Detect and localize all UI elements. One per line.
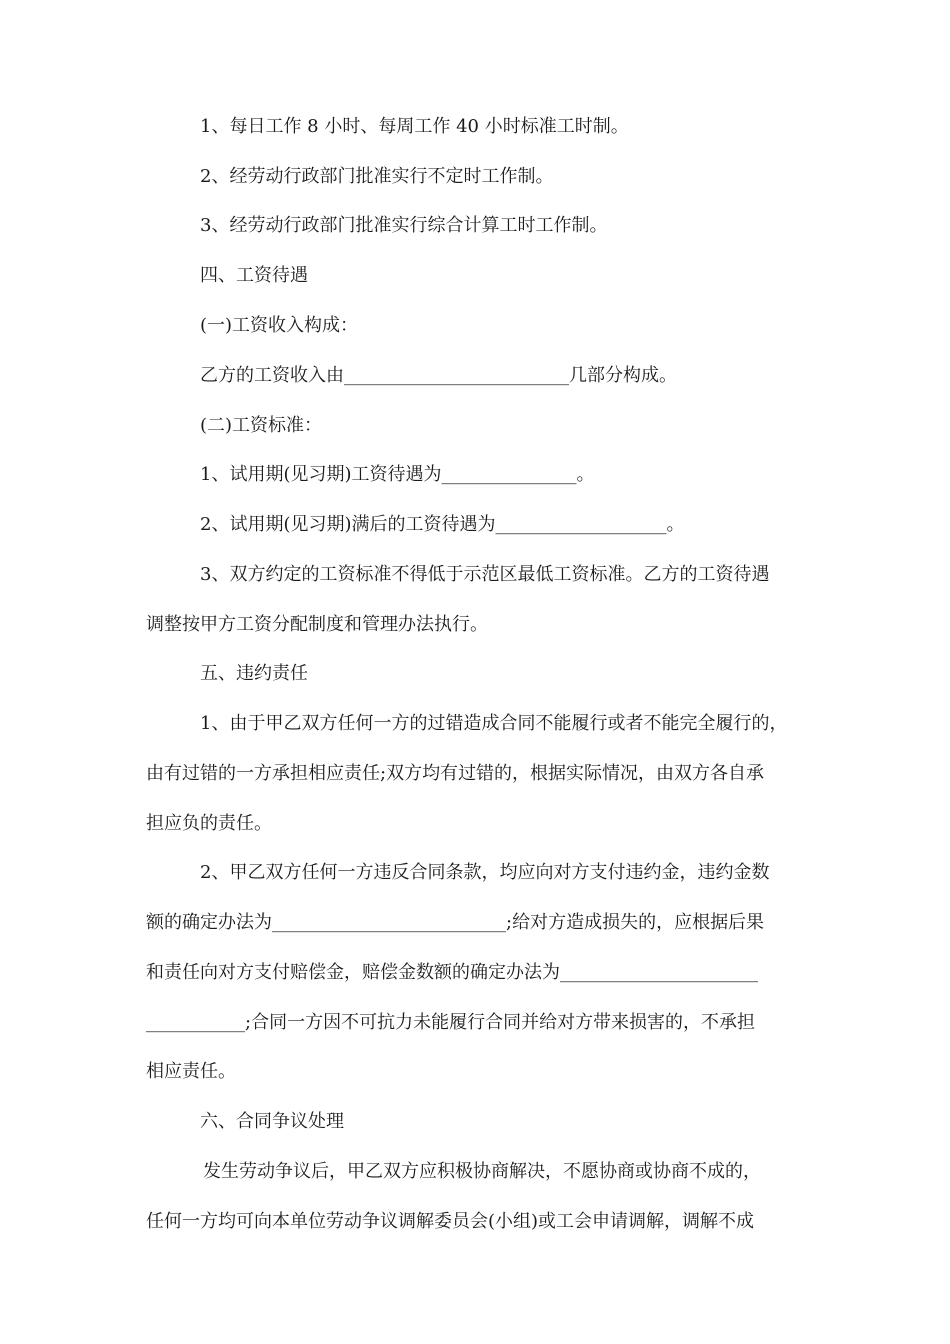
liability-item-2-line-5: 相应责任。 (146, 1061, 236, 1082)
wage-standard-item-2: 2、试用期(见习期)满后的工资待遇为___________________。 (200, 514, 685, 535)
section-heading-liability: 五、违约责任 (200, 663, 308, 684)
subheading-wage-composition: (一)工资收入构成： (200, 315, 359, 336)
wage-composition-text: 乙方的工资收入由_________________________几部分构成。 (200, 365, 677, 386)
work-hours-option-1: 1、每日工作 8 小时、每周工作 40 小时标准工时制。 (200, 116, 629, 137)
liability-item-2-line-1: 2、甲乙双方任何一方违反合同条款，均应向对方支付违约金，违约金数 (200, 862, 770, 883)
liability-item-1-line-1: 1、由于甲乙双方任何一方的过错造成合同不能履行或者不能完全履行的， (200, 713, 788, 734)
wage-standard-item-3-line-1: 3、双方约定的工资标准不得低于示范区最低工资标准。乙方的工资待遇 (200, 564, 770, 585)
work-hours-option-2: 2、经劳动行政部门批准实行不定时工作制。 (200, 166, 554, 187)
wage-standard-item-3-line-2: 调整按甲方工资分配制度和管理办法执行。 (146, 614, 488, 635)
work-hours-option-3: 3、经劳动行政部门批准实行综合计算工时工作制。 (200, 215, 608, 236)
liability-item-2-line-3: 和责任向对方支付赔偿金，赔偿金数额的确定办法为______________________ (146, 962, 758, 983)
liability-item-1-line-3: 担应负的责任。 (146, 813, 272, 834)
disputes-text-line-2: 任何一方均可向本单位劳动争议调解委员会(小组)或工会申请调解，调解不成 (146, 1211, 755, 1232)
section-heading-wages: 四、工资待遇 (200, 265, 308, 286)
wage-standard-item-1: 1、试用期(见习期)工资待遇为_______________。 (200, 464, 595, 485)
liability-item-1-line-2: 由有过错的一方承担相应责任;双方均有过错的，根据实际情况，由双方各自承 (146, 763, 765, 784)
disputes-text-line-1: 发生劳动争议后，甲乙双方应积极协商解决，不愿协商或协商不成的， (203, 1161, 761, 1182)
liability-item-2-line-4: ___________;合同一方因不可抗力未能履行合同并给对方带来损害的，不承担 (146, 1012, 756, 1033)
liability-item-2-line-2: 额的确定办法为__________________________;给对方造成损失的，应根据后果 (146, 912, 765, 933)
section-heading-disputes: 六、合同争议处理 (200, 1111, 344, 1132)
subheading-wage-standard: (二)工资标准： (200, 415, 323, 436)
